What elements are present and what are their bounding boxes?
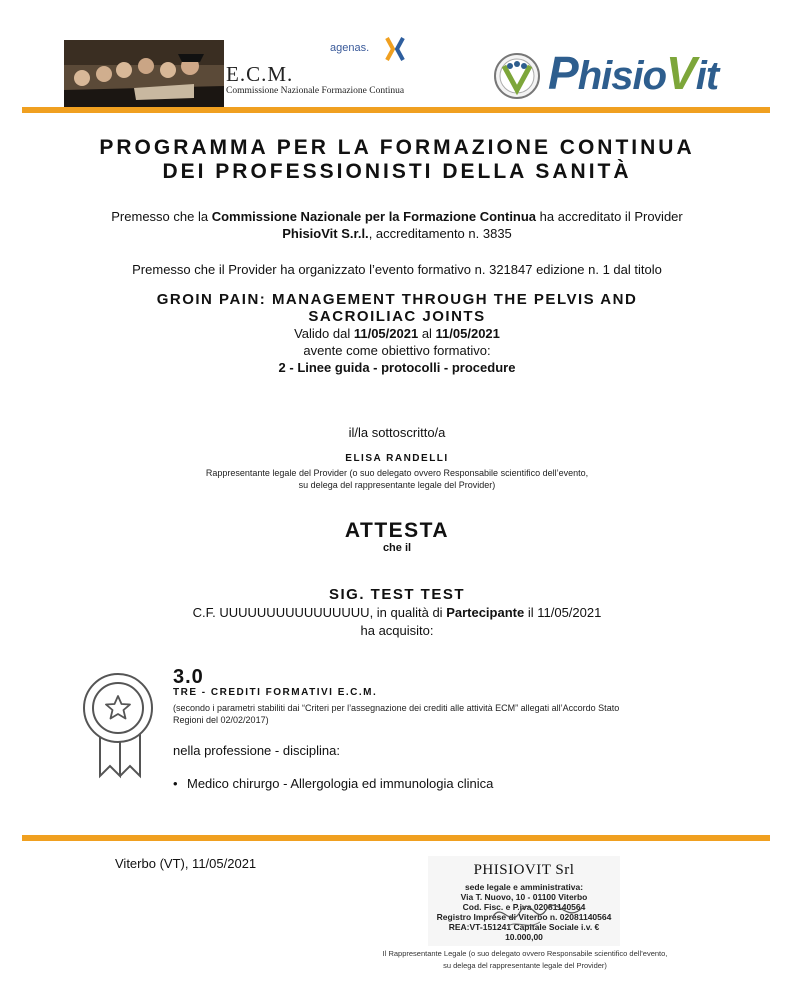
premessa-accreditamento: Premesso che la Commissione Nazionale per la Formazione Continua ha accreditato il Provider PhisioVit S.r.l., accreditamento n. 3835 (111, 209, 683, 241)
award-medal-icon (80, 672, 160, 782)
stamp-provider-name: PHISIOVIT Srl (473, 862, 575, 878)
header-painting (64, 40, 224, 107)
premessa-evento: Premesso che il Provider ha organizzato l’evento formativo n. 321847 edizione n. 1 dal titolo (132, 262, 662, 277)
che-il-label: che il (382, 542, 412, 554)
participant-name: SIG. TEST TEST (328, 586, 465, 603)
agenas-logo-text: agenas. (330, 42, 370, 54)
credits-text: TRE - CREDITI FORMATIVI E.C.M. (173, 687, 378, 698)
obiettivo-label: avente come obiettivo formativo: (303, 343, 491, 358)
provider-stamp (428, 856, 620, 946)
header-divider (22, 107, 770, 113)
document-title (0, 136, 794, 184)
stamp-details: sede legale e amministrativa: Via T. Nuovo, 10 - 01100 Viterbo Cod. Fisc. e P.iva 02081140564 Registro Imprese di Viterbo n. 02081140564 REA:VT-151241 Capitale Sociale i.v. € 10.000,00 (436, 882, 612, 942)
title-line-1: PROGRAMMA PER LA FORMAZIONE CONTINUA (99, 136, 695, 159)
participant-cf: C.F. UUUUUUUUUUUUUUUU, in qualità di Partecipante il 11/05/2021 (192, 605, 602, 620)
footer-place-date: Viterbo (VT), 11/05/2021 (115, 856, 257, 871)
event-validity: Valido dal 11/05/2021 al 11/05/2021 (294, 326, 500, 341)
attesta-heading: ATTESTA (344, 519, 450, 542)
ecm-title: E.C.M. (226, 62, 294, 86)
credits-value: 3.0 (173, 666, 204, 688)
acquired-label: ha acquisito: (360, 623, 434, 638)
obiettivo-value: 2 - Linee guida - protocolli - procedure (278, 360, 516, 375)
credits-note: (secondo i parametri stabiliti dai “Criteri per l’assegnazione dei crediti alle attività ECM” allegati all’Accordo Stato Regioni del 02/02/2017) (173, 703, 620, 725)
discipline-list (173, 776, 493, 791)
representative-role: Rappresentante legale del Provider (o suo delegato ovvero Responsabile scientifico dell’evento, su delega del rappresentante legale del Provider) (205, 468, 589, 490)
footer-representative-note: Il Rappresentante Legale (o suo delegato ovvero Responsabile scientifico dell’evento, su delega del rappresentante legale del Provider) (382, 949, 668, 970)
ecm-subtitle: Commissione Nazionale Formazione Continua (226, 86, 405, 96)
agenas-logo-icon (385, 36, 405, 62)
footer-divider (22, 835, 770, 841)
professione-label: nella professione - disciplina: (173, 743, 340, 758)
title-line-2: DEI PROFESSIONISTI DELLA SANITÀ (162, 160, 632, 183)
discipline-item: • Medico chirurgo - Allergologia ed immunologia clinica (173, 776, 493, 791)
sottoscritto-label: il/la sottoscritto/a (348, 425, 446, 440)
phisiovit-emblem-icon (493, 52, 541, 100)
phisiovit-logo: PhisioVit (548, 47, 719, 99)
representative-name: ELISA RANDELLI (345, 453, 449, 464)
event-title: GROIN PAIN: MANAGEMENT THROUGH THE PELVIS AND SACROILIAC JOINTS (156, 291, 638, 325)
signature-scribble (488, 896, 588, 936)
